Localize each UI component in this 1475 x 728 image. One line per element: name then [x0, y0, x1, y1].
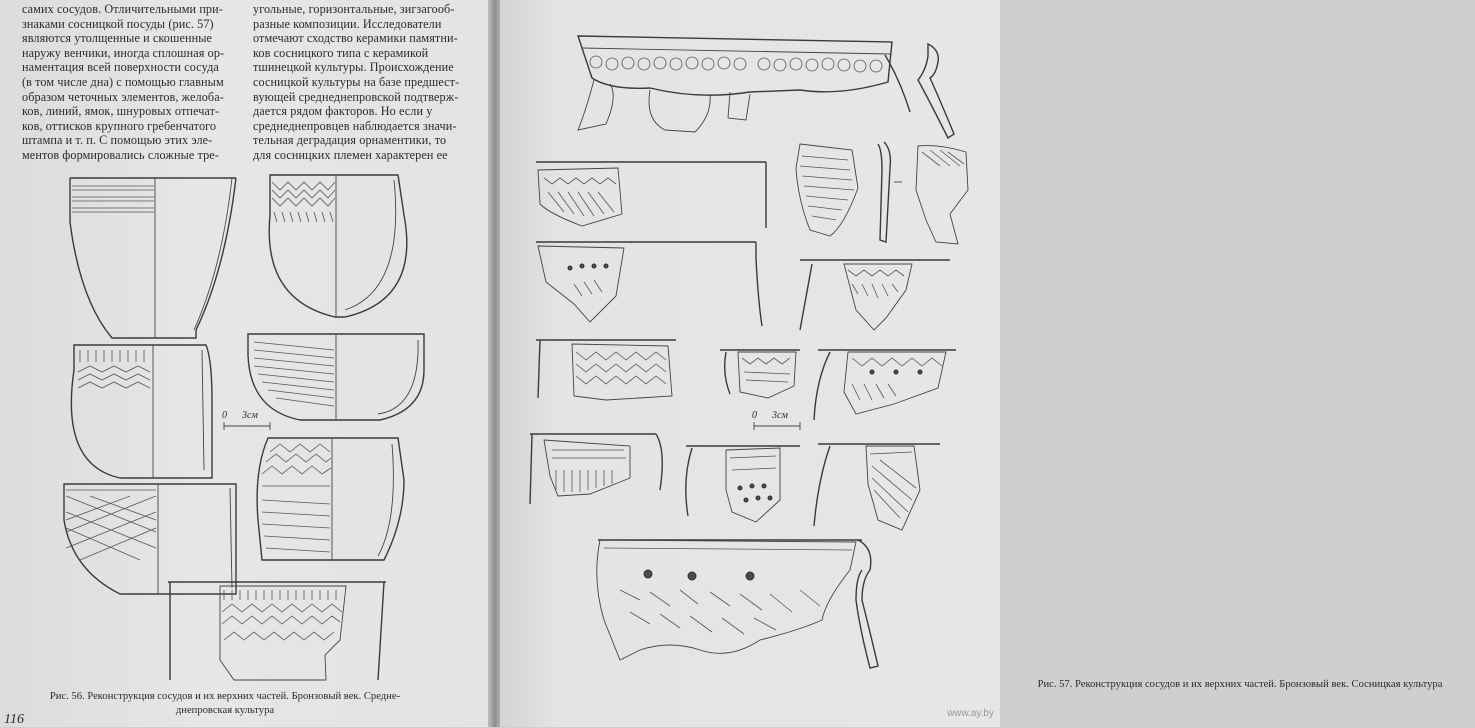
- page-number: 116: [4, 712, 24, 727]
- profile-1: [918, 44, 954, 138]
- text-column-2: [253, 2, 469, 163]
- text-line: тельная деградация орнаментики, то: [253, 133, 447, 148]
- text-line: ков, линий, ямок, шнуровых отпечат-: [22, 104, 220, 119]
- vessel-6: [64, 484, 236, 594]
- text-line: штампа и т. п. С помощью этих эле-: [22, 133, 213, 148]
- left-page: [0, 0, 492, 727]
- vessel-2: [269, 175, 407, 317]
- text-line: самих сосудов. Отличительными при-: [22, 2, 223, 16]
- caption-56-line1: Рис. 56. Реконструкция сосудов и их верхних частей. Бронзовый век. Средне-: [49, 691, 401, 702]
- text-line: являются утолщенные и скошенные: [22, 31, 213, 46]
- text-line: ков сосницкого типа с керамикой: [253, 45, 429, 60]
- figure-56-caption: [30, 690, 420, 718]
- sherd-row4-right: [814, 350, 956, 420]
- sherd-row3-left: [536, 242, 762, 326]
- text-line: ментов формировались сложные тре-: [22, 147, 219, 162]
- text-line: разные композиции. Исследователи: [253, 16, 442, 31]
- sherd-row5-right: [814, 444, 940, 530]
- sherd-large-bottom: [597, 540, 878, 668]
- text-line: дается рядом факторов. Но если у: [253, 104, 433, 119]
- sherd-row2-left: [536, 162, 766, 228]
- right-page: [500, 0, 1443, 727]
- sherd-row3-right: [800, 260, 950, 330]
- text-line: отмечают сходство керамики памятни-: [253, 31, 458, 46]
- text-line: наментация всей поверхности сосуда: [22, 60, 219, 75]
- vessel-4: [248, 334, 424, 420]
- vessel-7: [168, 582, 386, 680]
- scale-label-right: 0 3см: [752, 410, 788, 421]
- text-line: вующей среднеднепровской подтверж-: [253, 89, 459, 104]
- figure-57-sherds: [500, 0, 1000, 727]
- figure-57-caption: Рис. 57. Реконструкция сосудов и их верхних частей. Бронзовый век. Сосницкая культура: [1037, 679, 1443, 690]
- sherd-row2-right: [916, 146, 968, 244]
- text-line: знаками сосницкой посуды (рис. 57): [22, 16, 214, 31]
- text-line: ков, оттисков крупного гребенчатого: [22, 118, 217, 133]
- caption-56-line2: днепровская культура: [175, 705, 275, 716]
- text-line: угольные, горизонтальные, зигзагооб-: [253, 2, 455, 16]
- text-line: (в том числе дна) с помощью главным: [22, 74, 224, 89]
- vessel-5: [257, 438, 404, 560]
- vessel-1: [70, 178, 236, 338]
- vessel-3: [71, 345, 212, 478]
- sherd-row5-mid: [686, 446, 800, 522]
- text-line: среднеднепровцев наблюдается значи-: [253, 118, 457, 133]
- text-line: тшинецкой культуры. Происхождение: [253, 60, 454, 75]
- scale-label-left: 0 3см: [222, 410, 258, 421]
- scale-bar-right: [754, 422, 800, 430]
- scale-bar-left: [224, 422, 270, 430]
- sherd-row4-mid: [720, 350, 800, 398]
- sherd-row2-mid: [796, 142, 902, 242]
- sherd-row4-left: [536, 340, 676, 400]
- text-line: наружу венчики, иногда сплошная ор-: [22, 45, 225, 60]
- watermark: www.ay.by: [946, 708, 994, 719]
- text-line: образом четочных элементов, желоба-: [22, 89, 224, 104]
- sherd-top-band: [578, 36, 910, 132]
- text-line: сосницкой культуры на базе предшест-: [253, 74, 460, 89]
- text-line: для сосницких племен характерен ее: [253, 147, 448, 162]
- sherd-row5-left: [530, 434, 662, 504]
